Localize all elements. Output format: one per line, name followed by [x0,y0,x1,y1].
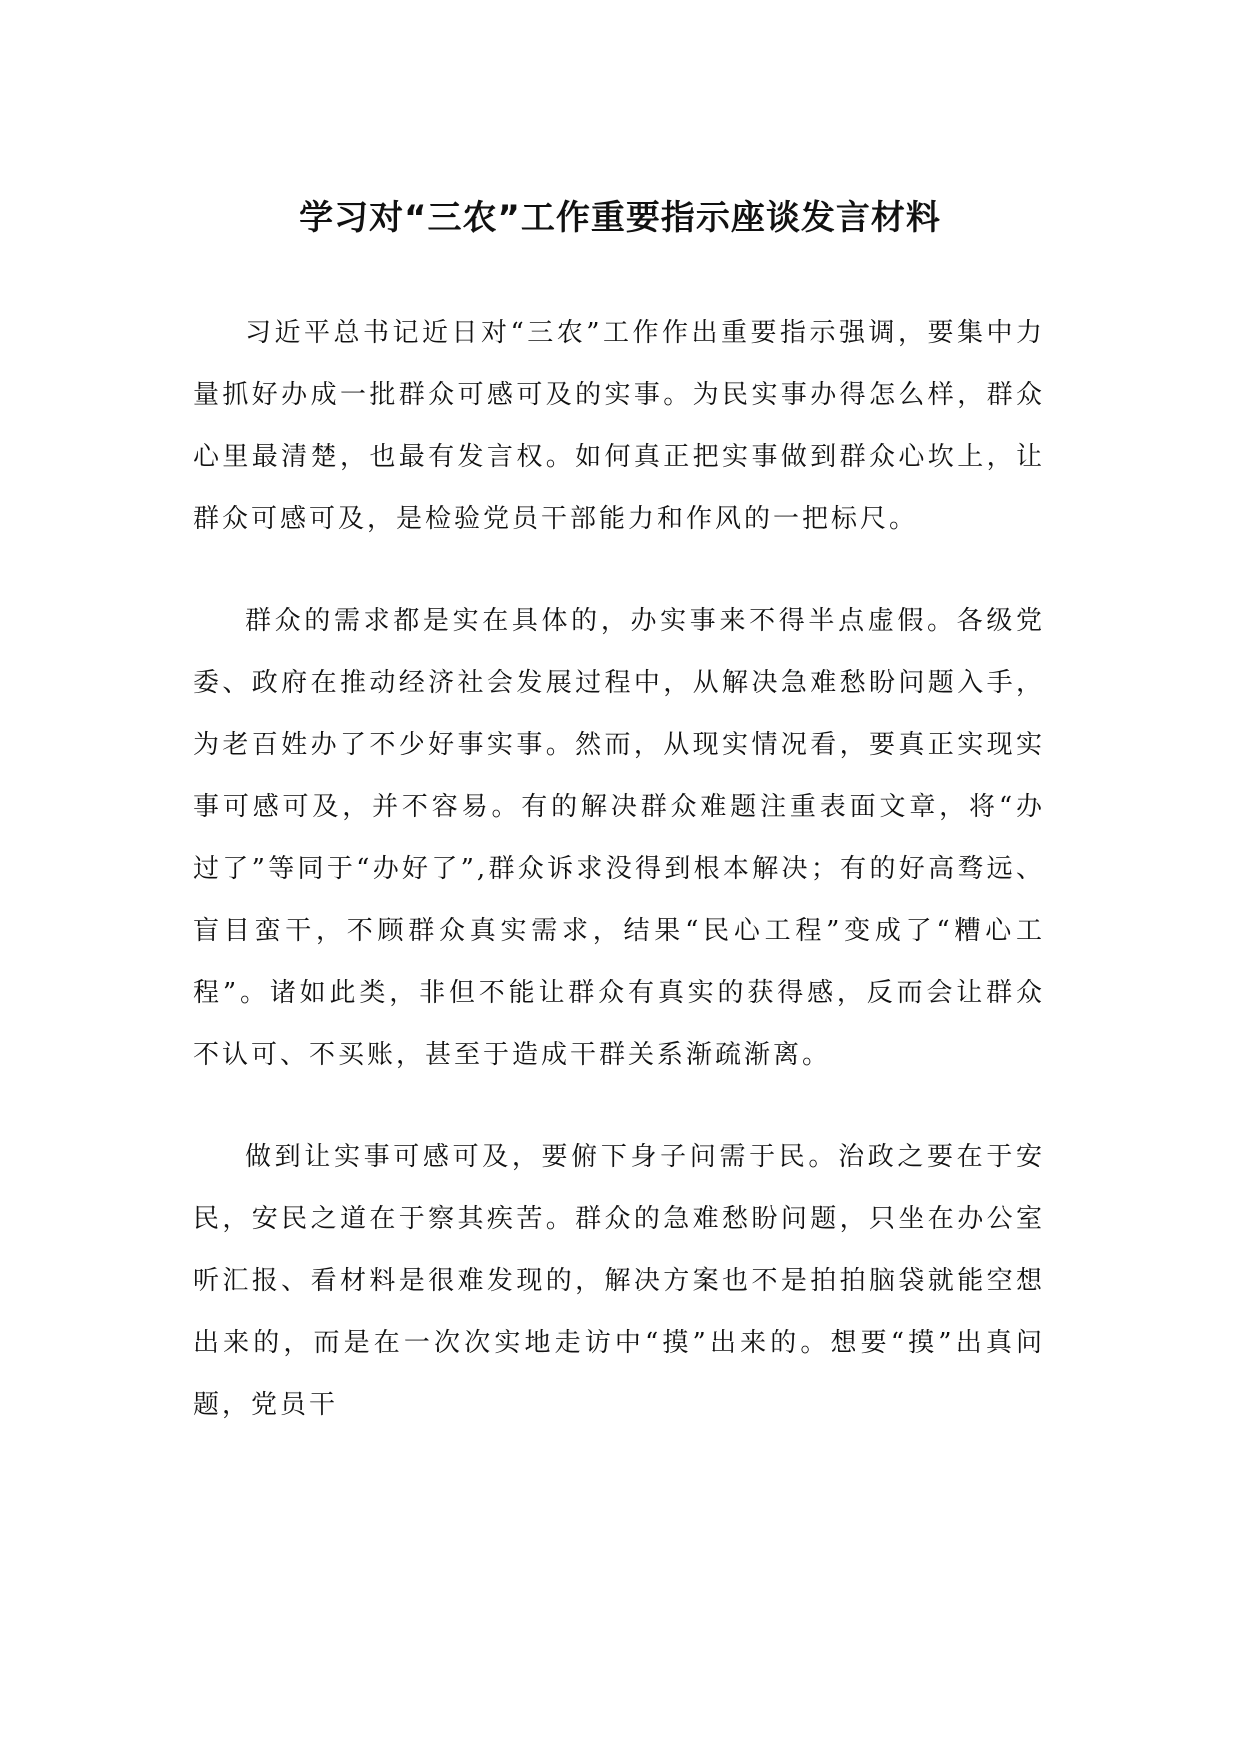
paragraph-3: 做到让实事可感可及，要俯下身子问需于民。治政之要在于安民，安民之道在于察其疾苦。群众的急难愁盼问题，只坐在办公室听汇报、看材料是很难发现的，解决方案也不是拍拍脑袋就能空想出来的，而是在一次次实地走访中“摸”出来的。想要“摸”出真问题，党员干 [193,1142,1045,1420]
document-title: 学习对“三农”工作重要指示座谈发言材料 [299,198,941,238]
paragraph-1: 习近平总书记近日对“三农”工作作出重要指示强调，要集中力量抓好办成一批群众可感可及的实事。为民实事办得怎么样，群众心里最清楚，也最有发言权。如何真正把实事做到群众心坎上，让群众可感可及，是检验党员干部能力和作风的一把标尺。 [193,318,1045,534]
document-body [193,302,1045,1476]
paragraph-2: 群众的需求都是实在具体的，办实事来不得半点虚假。各级党委、政府在推动经济社会发展过程中，从解决急难愁盼问题入手，为老百姓办了不少好事实事。然而，从现实情况看，要真正实现实事可感可及，并不容易。有的解决群众难题注重表面文章，将“办过了”等同于“办好了”,群众诉求没得到根本解决；有的好高骛远、盲目蛮干，不顾群众真实需求，结果“民心工程”变成了“糟心工程”。诸如此类，非但不能让群众有真实的获得感，反而会让群众不认可、不买账，甚至于造成干群关系渐疏渐离。 [193,606,1045,1070]
